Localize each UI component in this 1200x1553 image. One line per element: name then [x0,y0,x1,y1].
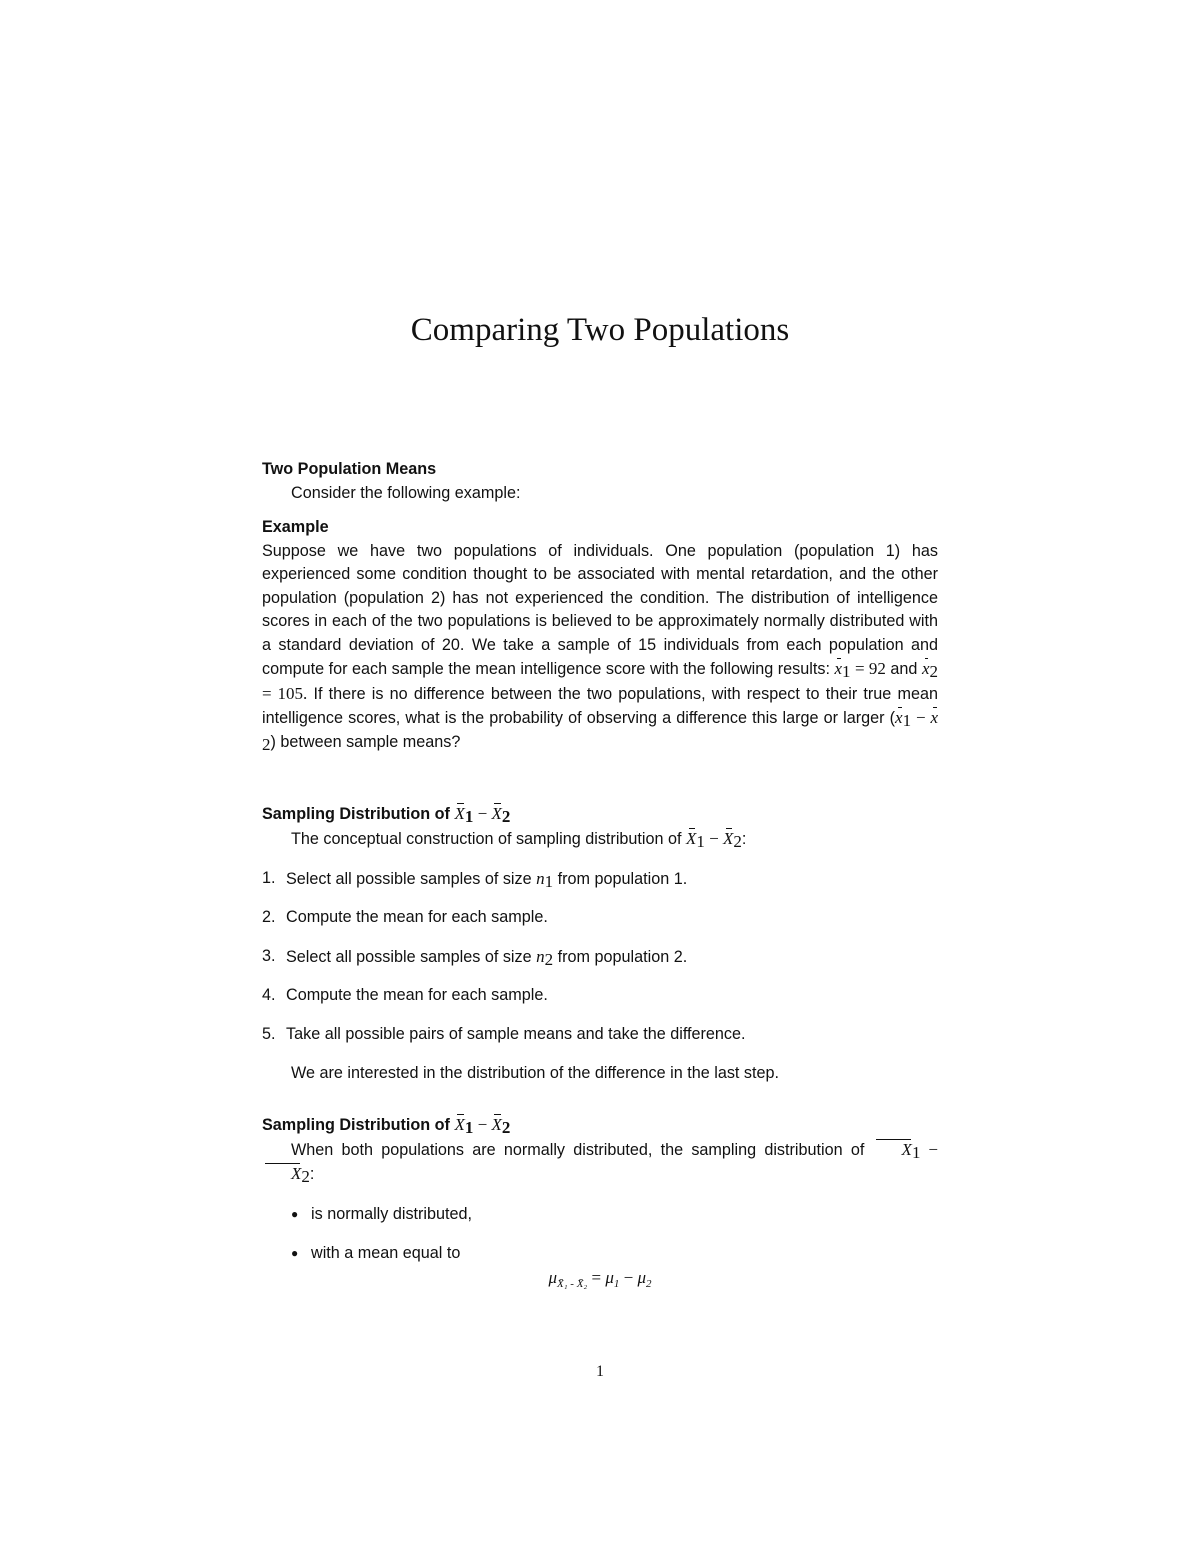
list-item [262,1023,938,1062]
step-var: n [536,947,545,966]
section-intro: The conceptual construction of sampling distribution of $X_1 - X_2$: [291,828,747,851]
example-block [262,516,938,754]
section-heading: Sampling Distribution of $X_1 - X_2$ [262,1115,511,1137]
section-sampling-distribution-1 [262,802,938,1086]
list-item [291,1242,938,1266]
section-sampling-distribution-2 [262,1113,938,1296]
x2-value: = 105. [262,683,308,703]
step-number: 4. [262,986,276,1004]
step-number: 2. [262,908,276,926]
document-title: Comparing Two Populations [410,312,790,348]
example-heading: Example [262,518,329,536]
list-item [262,945,938,984]
step-text-post: from population 1. [553,870,688,888]
section-heading: Sampling Distribution of $X_1 - X_2$ [262,804,511,826]
bullet-icon: ● [291,1245,299,1260]
properties-list [262,1203,938,1266]
intro-end: : [309,1165,315,1183]
step-text-post: from population 2. [553,948,688,966]
intro-end: : [741,829,747,848]
step-number: 5. [262,1025,276,1043]
example-paragraph: Suppose we have two populations of individuals. One population (population 1) has experienced some condition thought to be associated with mental retardation, and the other population (population 2) has not experienced the condition. The distribution of intelligence scores in each of the two populations is believed to be approximately normally distributed with a standard deviation of 20. We take a sample of 15 individuals from each population and compute for each sample the mean intelligence score with the following results: $x_1 = 92$ and $x_2 = 105$. If there is no difference between the two populations, with respect to their true mean intelligence scores, what is the probability of observing a difference this large or larger $(x_1 - x_2)$ between sample means? [262,541,938,754]
bullet-text: is normally distributed, [311,1204,473,1223]
step-text: Select all possible samples of size [286,870,537,888]
list-item [262,984,938,1023]
x1-value: = 92 [855,659,886,678]
step-sub: 1 [544,872,554,891]
example-text-2: If there is no difference between the two populations, with respect to their true mean intelligence scores, what is the probability of observing a difference this large or larger ( [262,684,938,727]
section-heading: Two Population Means [262,460,437,478]
list-item [262,867,938,906]
bullet-text: with a mean equal to [311,1243,461,1262]
section-intro: When both populations are normally distributed, the sampling distribution of $X_1 - X_2$: [262,1138,938,1187]
example-text-3: ) between sample means? [270,732,461,751]
heading-text: Sampling Distribution of [262,1116,455,1134]
step-number: 1. [262,869,276,887]
section-two-population-means [262,458,938,505]
step-text: Compute the mean for each sample. [286,908,548,926]
section-closing: We are interested in the distribution of the difference in the last step. [291,1064,780,1082]
intro-text: The conceptual construction of sampling distribution of [291,829,687,848]
example-text-1: Suppose we have two populations of individuals. One population (population 1) has experienced some condition thought to be associated with mental retardation, and the other population (population 2) has not experienced the condition. The distribution of intelligence scores in each of the two populations is believed to be approximately normally distributed with a standard deviation of 20. We take a sample of 15 individuals from each population and compute for each sample the mean intelligence score with the following results: [262,541,938,678]
step-text: Compute the mean for each sample. [286,986,548,1004]
step-sub: 2 [544,950,554,969]
step-text: Take all possible pairs of sample means and take the difference. [286,1025,746,1043]
page-number: 1 [596,1363,604,1380]
step-text: Select all possible samples of size [286,948,537,966]
section-intro: Consider the following example: [291,483,521,502]
steps-list [262,867,938,1062]
and-word: and [885,660,922,678]
step-var: n [536,869,545,888]
bullet-icon: ● [291,1206,299,1221]
list-item [291,1203,938,1242]
intro-text: When both populations are normally distributed, the sampling distribution of [291,1140,873,1159]
list-item [262,906,938,945]
mean-equation: $\mu_{X̄_1 - X̄_2} = \mu_1 - \mu_2$ [548,1267,652,1290]
heading-text: Sampling Distribution of [262,805,455,823]
step-number: 3. [262,947,276,965]
